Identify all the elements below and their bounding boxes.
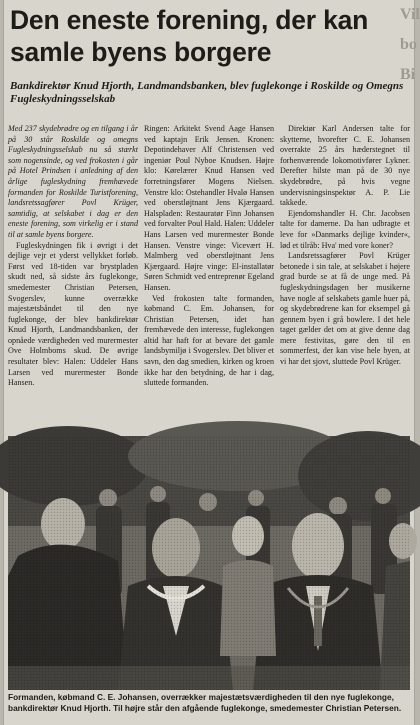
body-paragraph: Ejendomshandler H. Chr. Jacobsen talte for damerne. Da han udbragte et leve for »Danmarks dejlige kvinder«, lød et tilråb: Hva' med vore koner? [280,208,410,250]
body-paragraph: Ringen: Arkitekt Svend Aage Hansen ved kaptajn Erik Jensen. Kronen: Depotindehaver Alf Christensen ved ingeniør Poul Nyboe Knudsen. Højre klo: Kørelærer Knud Hansen ved forretningsfører Mogens Nielsen. Venstre klo: Ostehandler Hvalø Hansen ved oberstløjtnant Jens Kjærgaard. Halspladen: Restauratør Finn Johansen ved forvalter Poul Hald. Halen: Uddeler Hans Larsen ved murermester Bonde Hansen. Venstre vinge: Vicevært H. Malmberg ved oberstløjtnant Jens Kjærgaard. Højre vinge: El-installatør Søren Schmidt ved entreprenør Egeland Hansen. [144,124,274,292]
photo-caption: Formanden, købmand C. E. Johansen, overrækker majestætsværdigheden til den nye fuglekonge, bankdirektør Knud Hjorth. Til højre står den afgående fuglekonge, smedemester Christian Petersen. [8,692,402,713]
body-paragraph: Fugleskydningen fik i øvrigt i det dejlige vejr et yderst vellykket forløb. Først ved 18-tiden var brystpladen skudt ned, så sidste års fuglekonge, smedemester Christian Petersen, Svogerslev, kunne overrække majestætsbåndet til den nye fuglekonge, der blev bankdirektør Knud Hjorth, Landmandsbanken, der opnåede værdigheden ved murermester Ove Holmboms skud. De øvrige resultater blev: Halen: Uddeler Hans Larsen ved murermester Bonde Hansen. [8,240,138,388]
article-subhead: Bankdirektør Knud Hjorth, Landmandsbanken, blev fuglekonge i Roskilde og Omegns Fugleskydningsselskab [10,80,404,105]
body-paragraph: Landsretssagfører Povl Krüger betonede i sin tale, at selskabet i højere grad burde se at få de unge med. På fugleskydningsdagen ber musikerne have nogle af selskabets gamle huer på, og skydebrødrene kan for eksempel gå gennem byen i grå bowlere. I det hele taget gælder det om at give denne dag mere festivitas, gøre den til en sommerfest, der kan vise hele byen, at vi har det sjovt, sluttede Povl Krüger. [280,251,410,367]
newspaper-clipping [4,0,420,725]
body-paragraph: Direktør Karl Andersen talte for skytterne, hvorefter C. E. Johansen overrakte 25 års hæderstegnet til forhenværende lokomotivfører Lykner. Derefter hilste man på de 30 nye skydebrødre, på hvis vegne undervisningsinspektør A. P. Lie takkede. [280,124,410,208]
body-column-2 [144,124,274,432]
article-headline: Den eneste forening, der kan samle byens borgere [10,5,369,67]
newspaper-photo-icon [8,436,410,690]
adjacent-column-edge: Vil bo Bi [400,6,420,83]
body-paragraph: Med 237 skydebrødre og en tilgang i år på 30 står Roskilde og omegns Fugleskydningsselskab nu så stærkt som nogensinde, og ved frokosten i går på Hotel Prindsen i anledning af den årlige fugleskydning fremhævede formanden for Roskilde Turistforening, landsretssagfører Povl Krüger, samtidig, at selskabet i dag er den eneste forening, som virkelig er i stand til at samle byens borgere. [8,124,138,239]
body-column-1 [8,124,138,432]
news-photo [8,436,410,690]
body-column-3 [280,124,410,432]
article-body [8,124,410,432]
body-paragraph: Ved frokosten talte formanden, købmand C. Em. Johansen, for Christian Petersen, idet han fremhævede den interesse, fuglekongen altid har haft for at bevare det gamle landsbymiljø i Svogerslev. Det bliver et savn, den dag smedien, kirken og kroen ikke har den betydning, de har i dag, sluttede formanden. [144,293,274,388]
